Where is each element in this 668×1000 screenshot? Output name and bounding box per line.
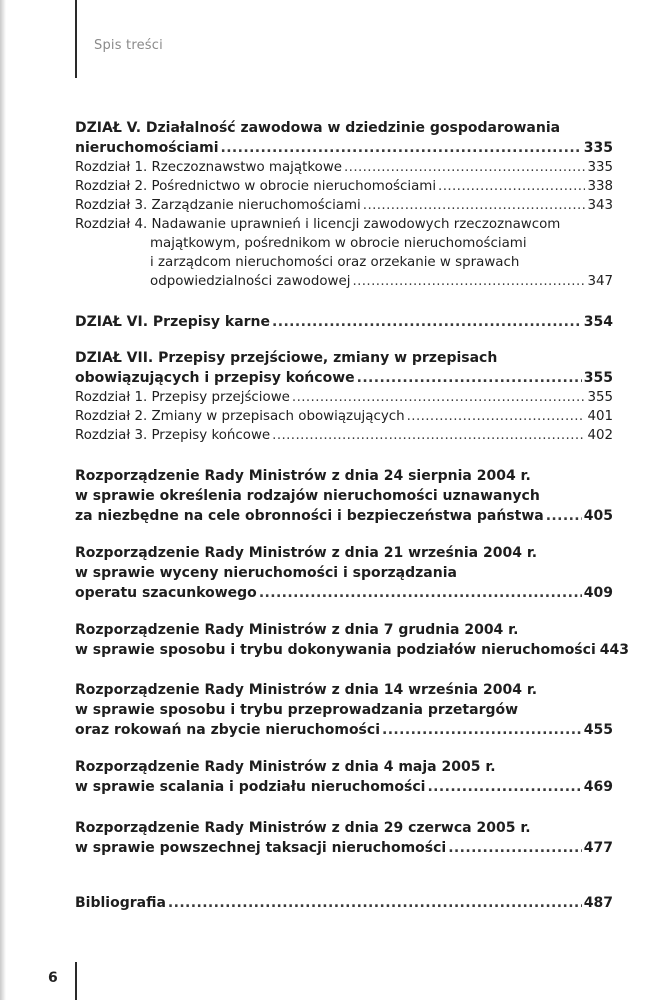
bottom-vertical-rule — [75, 962, 77, 1000]
toc-rozporzadzenie-3 — [75, 620, 629, 660]
toc-entry — [75, 177, 613, 196]
toc-heading-line — [75, 583, 613, 603]
toc-page-number: 487 — [583, 895, 613, 911]
toc-page-number: 455 — [583, 722, 613, 738]
toc-heading-line — [75, 720, 613, 740]
toc-heading-line — [75, 700, 613, 720]
toc-page-number: 443 — [599, 642, 629, 658]
toc-entry — [75, 196, 613, 215]
toc-heading-text: nieruchomościami — [75, 140, 219, 156]
toc-page-number: 347 — [587, 274, 613, 289]
toc-page-number: 338 — [587, 179, 613, 194]
dot-leader — [382, 720, 582, 740]
dot-leader — [438, 177, 585, 196]
toc-rozporzadzenie-6 — [75, 818, 613, 858]
toc-heading-text: Rozporządzenie Rady Ministrów z dnia 4 maja 2005 r. — [75, 759, 496, 775]
toc-entry-label: Rozdział 4. Nadawanie uprawnień i licencji zawodowych rzeczoznawcom — [75, 217, 561, 232]
dot-leader — [357, 368, 582, 388]
toc-entry-label: Rozdział 1. Rzeczoznawstwo majątkowe — [75, 160, 343, 175]
toc-entry — [75, 426, 613, 445]
toc-heading-text: Rozporządzenie Rady Ministrów z dnia 14 września 2004 r. — [75, 682, 538, 698]
toc-heading-line — [75, 838, 613, 858]
toc-rozporzadzenie-1 — [75, 466, 613, 526]
toc-dzial-7 — [75, 348, 613, 445]
toc-heading-line — [75, 818, 613, 838]
toc-entry-continuation — [75, 272, 613, 291]
toc-page-number: 477 — [583, 840, 613, 856]
toc-heading-line — [75, 486, 613, 506]
toc-page-number: 409 — [583, 585, 613, 601]
dot-leader — [168, 893, 582, 913]
toc-heading-text: operatu szacunkowego — [75, 585, 257, 601]
toc-dzial-5 — [75, 118, 613, 291]
toc-heading-text: oraz rokowań na zbycie nieruchomości — [75, 722, 380, 738]
toc-page-number: 405 — [583, 508, 613, 524]
toc-rozporzadzenie-2 — [75, 543, 613, 603]
dot-leader — [272, 426, 585, 445]
toc-heading-text: DZIAŁ VII. Przepisy przejściowe, zmiany w przepisach — [75, 350, 498, 366]
toc-heading-line — [75, 138, 613, 158]
page-number: 6 — [48, 970, 58, 986]
toc-heading-text: DZIAŁ V. Działalność zawodowa w dziedzinie gospodarowania — [75, 120, 561, 136]
toc-heading-text: w sprawie scalania i podziału nieruchomości — [75, 779, 426, 795]
toc-entry-label: odpowiedzialności zawodowej — [150, 274, 351, 289]
toc-page-number: 335 — [587, 160, 613, 175]
toc-heading-line — [75, 506, 613, 526]
toc-page-number: 335 — [583, 140, 613, 156]
toc-page-number: 355 — [587, 390, 613, 405]
dot-leader — [344, 158, 585, 177]
toc-heading-text: za niezbędne na cele obronności i bezpieczeństwa państwa — [75, 508, 544, 524]
toc-heading-line — [75, 620, 613, 640]
toc-heading-text: w sprawie określenia rodzajów nieruchomości uznawanych — [75, 488, 540, 504]
toc-entry-label: Rozdział 1. Przepisy przejściowe — [75, 390, 290, 405]
toc-entry — [75, 158, 613, 177]
toc-heading-line — [75, 312, 613, 332]
toc-heading-text: Rozporządzenie Rady Ministrów z dnia 24 sierpnia 2004 r. — [75, 468, 531, 484]
toc-heading-text: w sprawie sposobu i trybu dokonywania podziałów nieruchomości — [75, 642, 596, 658]
dot-leader — [352, 272, 585, 291]
toc-heading-line — [75, 893, 613, 913]
dot-leader — [272, 312, 582, 332]
toc-heading-line — [75, 466, 613, 486]
toc-page-number: 402 — [587, 428, 613, 443]
toc-heading-text: Rozporządzenie Rady Ministrów z dnia 21 września 2004 r. — [75, 545, 538, 561]
dot-leader — [363, 196, 586, 215]
toc-heading-text: Bibliografia — [75, 895, 166, 911]
toc-heading-text: w sprawie powszechnej taksacji nieruchomości — [75, 840, 447, 856]
toc-heading-line — [75, 757, 613, 777]
toc-entry — [75, 407, 613, 426]
toc-heading-text: Rozporządzenie Rady Ministrów z dnia 7 grudnia 2004 r. — [75, 622, 519, 638]
page-edge-shadow — [0, 0, 6, 1000]
toc-heading-text: w sprawie sposobu i trybu przeprowadzania przetargów — [75, 702, 519, 718]
toc-bibliografia — [75, 893, 613, 913]
dot-leader — [407, 407, 586, 426]
top-vertical-rule — [75, 0, 77, 78]
toc-heading-line — [75, 543, 613, 563]
toc-dzial-6 — [75, 312, 613, 332]
toc-rozporzadzenie-5 — [75, 757, 613, 797]
toc-entry-label: i zarządcom nieruchomości oraz orzekanie w sprawach — [150, 255, 520, 270]
toc-heading-text: obowiązujących i przepisy końcowe — [75, 370, 355, 386]
toc-heading-line — [75, 680, 613, 700]
toc-entry-label: Rozdział 2. Pośrednictwo w obrocie nieruchomościami — [75, 179, 437, 194]
toc-heading-text: DZIAŁ VI. Przepisy karne — [75, 314, 271, 330]
dot-leader — [448, 838, 582, 858]
toc-entry-continuation — [75, 234, 613, 253]
toc-page-number: 401 — [587, 409, 613, 424]
toc-page-number: 354 — [583, 314, 613, 330]
toc-heading-line — [75, 368, 613, 388]
toc-entry-continuation — [75, 253, 613, 272]
dot-leader — [259, 583, 582, 603]
toc-entry-label: majątkowym, pośrednikom w obrocie nieruchomościami — [150, 236, 527, 251]
toc-heading-text: Rozporządzenie Rady Ministrów z dnia 29 czerwca 2005 r. — [75, 820, 531, 836]
toc-page-number: 469 — [583, 779, 613, 795]
running-title: Spis treści — [94, 38, 163, 53]
toc-heading-line — [75, 118, 613, 138]
toc-entry — [75, 215, 613, 234]
toc-entry-label: Rozdział 3. Przepisy końcowe — [75, 428, 271, 443]
dot-leader — [546, 506, 582, 526]
dot-leader — [292, 388, 586, 407]
toc-rozporzadzenie-4 — [75, 680, 613, 740]
toc-page-number: 355 — [583, 370, 613, 386]
dot-leader — [221, 138, 582, 158]
toc-page-number: 343 — [587, 198, 613, 213]
toc-entry-label: Rozdział 2. Zmiany w przepisach obowiązujących — [75, 409, 405, 424]
toc-entry — [75, 388, 613, 407]
toc-heading-line — [75, 348, 613, 368]
toc-heading-line — [75, 640, 629, 660]
toc-heading-line — [75, 563, 613, 583]
toc-heading-line — [75, 777, 613, 797]
toc-entry-label: Rozdział 3. Zarządzanie nieruchomościami — [75, 198, 361, 213]
toc-heading-text: w sprawie wyceny nieruchomości i sporządzania — [75, 565, 457, 581]
dot-leader — [427, 777, 581, 797]
